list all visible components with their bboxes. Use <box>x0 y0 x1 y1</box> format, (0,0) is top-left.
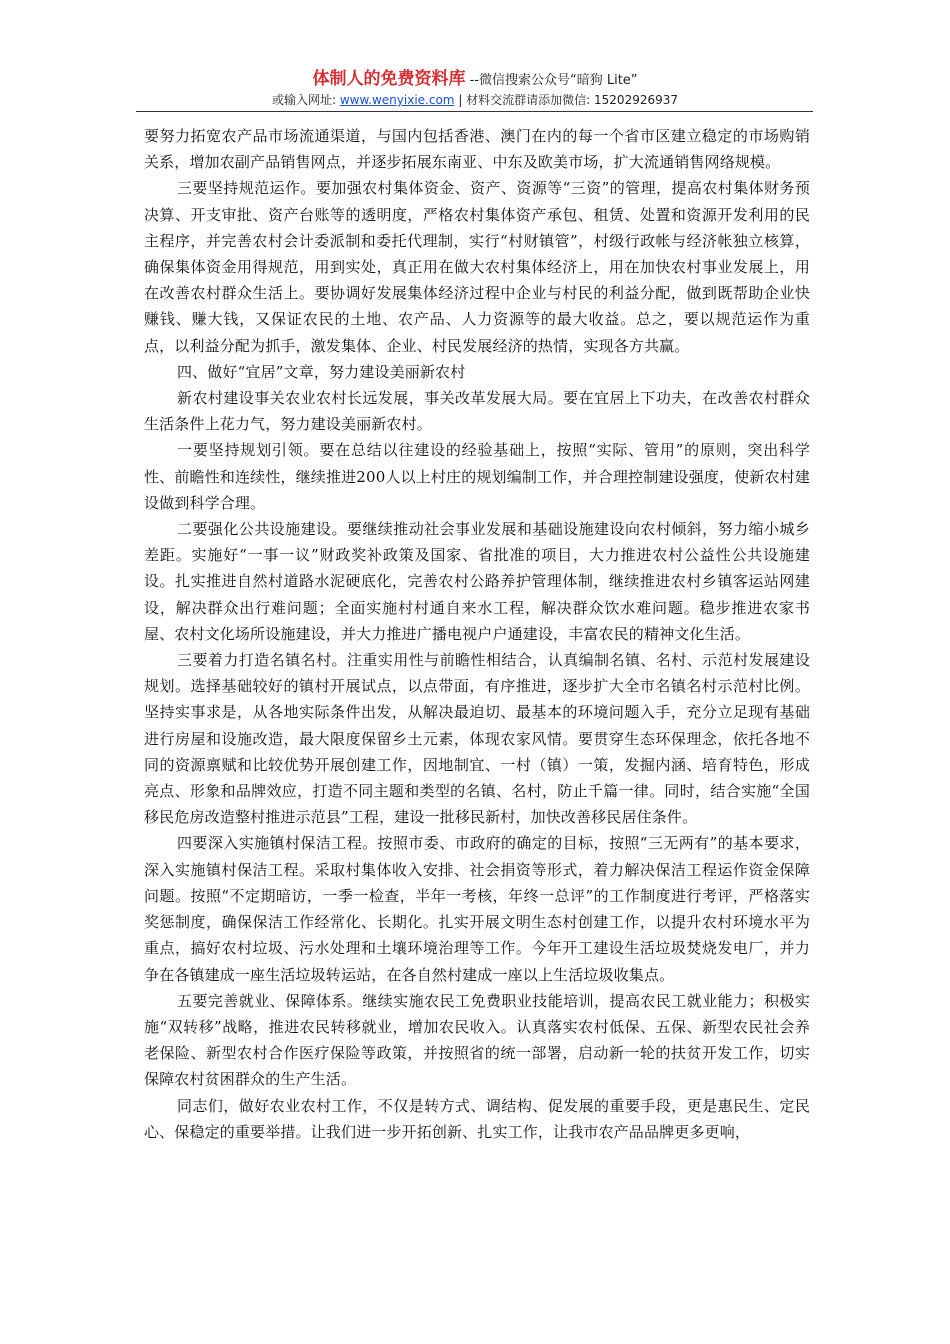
body-paragraph: 五要完善就业、保障体系。继续实施农民工免费职业技能培训，提高农民工就业能力；积极实施“双转移”战略，推进农民转移就业，增加农民收入。认真落实农村低保、五保、新型农民社会养老保险、新型农村合作医疗保险等政策，并按照省的统一部署，启动新一轮的扶贫开发工作，切实保障农村贫困群众的生产生活。 <box>144 991 810 1089</box>
section-heading: 四、做好“宜居”文章，努力建设美丽新农村 <box>177 362 466 381</box>
body-paragraph: 四要深入实施镇村保洁工程。按照市委、市政府的确定的目标，按照“三无两有”的基本要求，深入实施镇村保洁工程。采取村集体收入安排、社会捐资等形式，着力解决保洁工程运作资金保障问题。按照“不定期暗访，一季一检查，半年一考核，年终一总评”的工作制度进行考评，严格落实奖惩制度，确保保洁工作经常化、长期化。扎实开展文明生态村创建工作，以提升农村环境水平为重点，搞好农村垃圾、污水处理和土壤环境治理等工作。今年开工建设生活垃圾焚烧发电厂，并力争在各镇建成一座生活垃圾转运站，在各自然村建成一座以上生活垃圾收集点。 <box>144 834 810 984</box>
header-tagline: --微信搜索公众号“暗狗 Lite” <box>469 73 638 88</box>
page-header <box>0 70 950 109</box>
site-name[interactable]: 体制人的免费资料库 <box>312 69 466 89</box>
header-contact-line <box>0 92 950 109</box>
header-divider <box>136 111 813 112</box>
body-paragraph: 二要强化公共设施建设。要继续推动社会事业发展和基础设施建设向农村倾斜，努力缩小城乡差距。实施好“一事一议”财政奖补政策及国家、省批准的项目，大力推进农村公益性公共设施建设。扎实推进自然村道路水泥硬底化，完善农村公路养护管理体制，继续推进农村乡镇客运站网建设，解决群众出行难问题；全面实施村村通自来水工程，解决群众饮水难问题。稳步推进农家书屋、农村文化场所设施建设，并大力推进广播电视户户通建设，丰富农民的精神文化生活。 <box>144 520 810 643</box>
website-link[interactable]: www.wenyixie.com <box>339 93 455 107</box>
body-paragraph: 同志们，做好农业农村工作，不仅是转方式、调结构、促发展的重要手段，更是惠民生、定民心、保稳定的重要举措。让我们进一步开拓创新、扎实工作，让我市农产品品牌更多更响， <box>144 1096 810 1141</box>
url-prefix: 或输入网址: <box>271 93 340 107</box>
body-paragraph: 三要着力打造名镇名村。注重实用性与前瞻性相结合，认真编制名镇、名村、示范村发展建设规划。选择基础较好的镇村开展试点，以点带面，有序推进，逐步扩大全市名镇名村示范村比例。坚持实事求是，从各地实际条件出发，从解决最迫切、最基本的环境问题入手，充分立足现有基础进行房屋和设施改造，最大限度保留乡土元素，体现农家风情。要贯穿生态环保理念，依托各地不同的资源禀赋和比较优势开展创建工作，因地制宜、一村（镇）一策，发掘内涵、培育特色，形成亮点、形象和品牌效应，打造不同主题和类型的名镇、名村，防止千篇一律。同时，结合实施“全国移民危房改造整村推进示范县”工程，建设一批移民新村，加快改善移民居住条件。 <box>144 651 810 827</box>
document-body <box>144 123 810 1145</box>
body-paragraph: 三要坚持规范运作。要加强农村集体资金、资产、资源等“三资”的管理，提高农村集体财务预决算、开支审批、资产台账等的透明度，严格农村集体资产承包、租赁、处置和资源开发利用的民主程序，并完善农村会计委派制和委托代理制，实行“村财镇管”，村级行政帐与经济帐独立核算，确保集体资金用得规范，用到实处，真正用在做大农村集体经济上，用在加快农村事业发展上，用在改善农村群众生活上。要协调好发展集体经济过程中企业与村民的利益分配，做到既帮助企业快赚钱、赚大钱，又保证农民的土地、农产品、人力资源等的最大收益。总之，要以规范运作为重点，以利益分配为抓手，激发集体、企业、村民发展经济的热情，实现各方共赢。 <box>144 179 810 355</box>
body-paragraph: 新农村建设事关农业农村长远发展，事关改革发展大局。要在宜居上下功夫，在改善农村群众生活条件上花力气，努力建设美丽新农村。 <box>144 389 810 434</box>
body-paragraph: 要努力拓宽农产品市场流通渠道，与国内包括香港、澳门在内的每一个省市区建立稳定的市场购销关系，增加农副产品销售网点，并逐步拓展东南亚、中东及欧美市场，扩大流通销售网络规模。 <box>144 127 810 172</box>
header-title-line <box>0 70 950 90</box>
body-paragraph: 一要坚持规划引领。要在总结以往建设的经验基础上，按照“实际、管用”的原则，突出科学性、前瞻性和连续性，继续推进200人以上村庄的规划编制工作，并合理控制建设强度，使新农村建设做到科学合理。 <box>144 441 810 512</box>
contact-info: | 材料交流群请添加微信: 15202926937 <box>458 93 679 107</box>
